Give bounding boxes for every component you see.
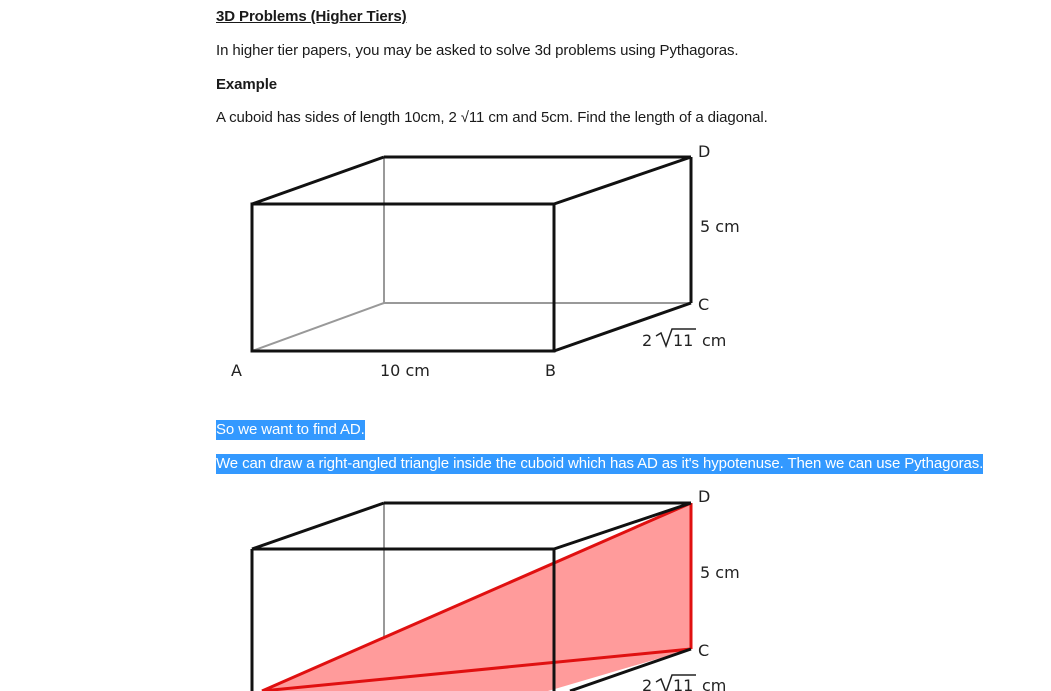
example-label: Example (216, 76, 277, 93)
selected-text-line: So we want to find AD. (216, 421, 365, 438)
section-heading[interactable]: 3D Problems (Higher Tiers) (216, 8, 407, 25)
vertex-c-label: C (698, 641, 710, 660)
width-radicand: 11 (673, 331, 694, 350)
vertex-d-label: D (698, 487, 711, 506)
width-radicand: 11 (673, 676, 694, 691)
width-unit: cm (702, 676, 727, 691)
height-label: 5 cm (700, 217, 740, 236)
vertex-b-label: B (545, 361, 556, 380)
selected-text-line: We can draw a right-angled triangle inside the cuboid which has AD as it's hypotenuse. Then we can use Pythagoras. (216, 455, 984, 472)
top-left-depth-edge (252, 503, 384, 549)
vertex-d-label: D (698, 142, 711, 161)
width-unit: cm (702, 331, 727, 350)
problem-statement: A cuboid has sides of length 10cm, 2 √11 cm and 5cm. Find the length of a diagonal. (216, 109, 768, 126)
height-label: 5 cm (700, 563, 740, 582)
intro-paragraph: In higher tier papers, you may be asked to solve 3d problems using Pythagoras. (216, 42, 739, 59)
vertex-c-label: C (698, 295, 710, 314)
length-label: 10 cm (380, 361, 430, 380)
vertex-a-label: A (231, 361, 242, 380)
width-coefficient: 2 (642, 676, 653, 691)
width-coefficient: 2 (642, 331, 653, 350)
